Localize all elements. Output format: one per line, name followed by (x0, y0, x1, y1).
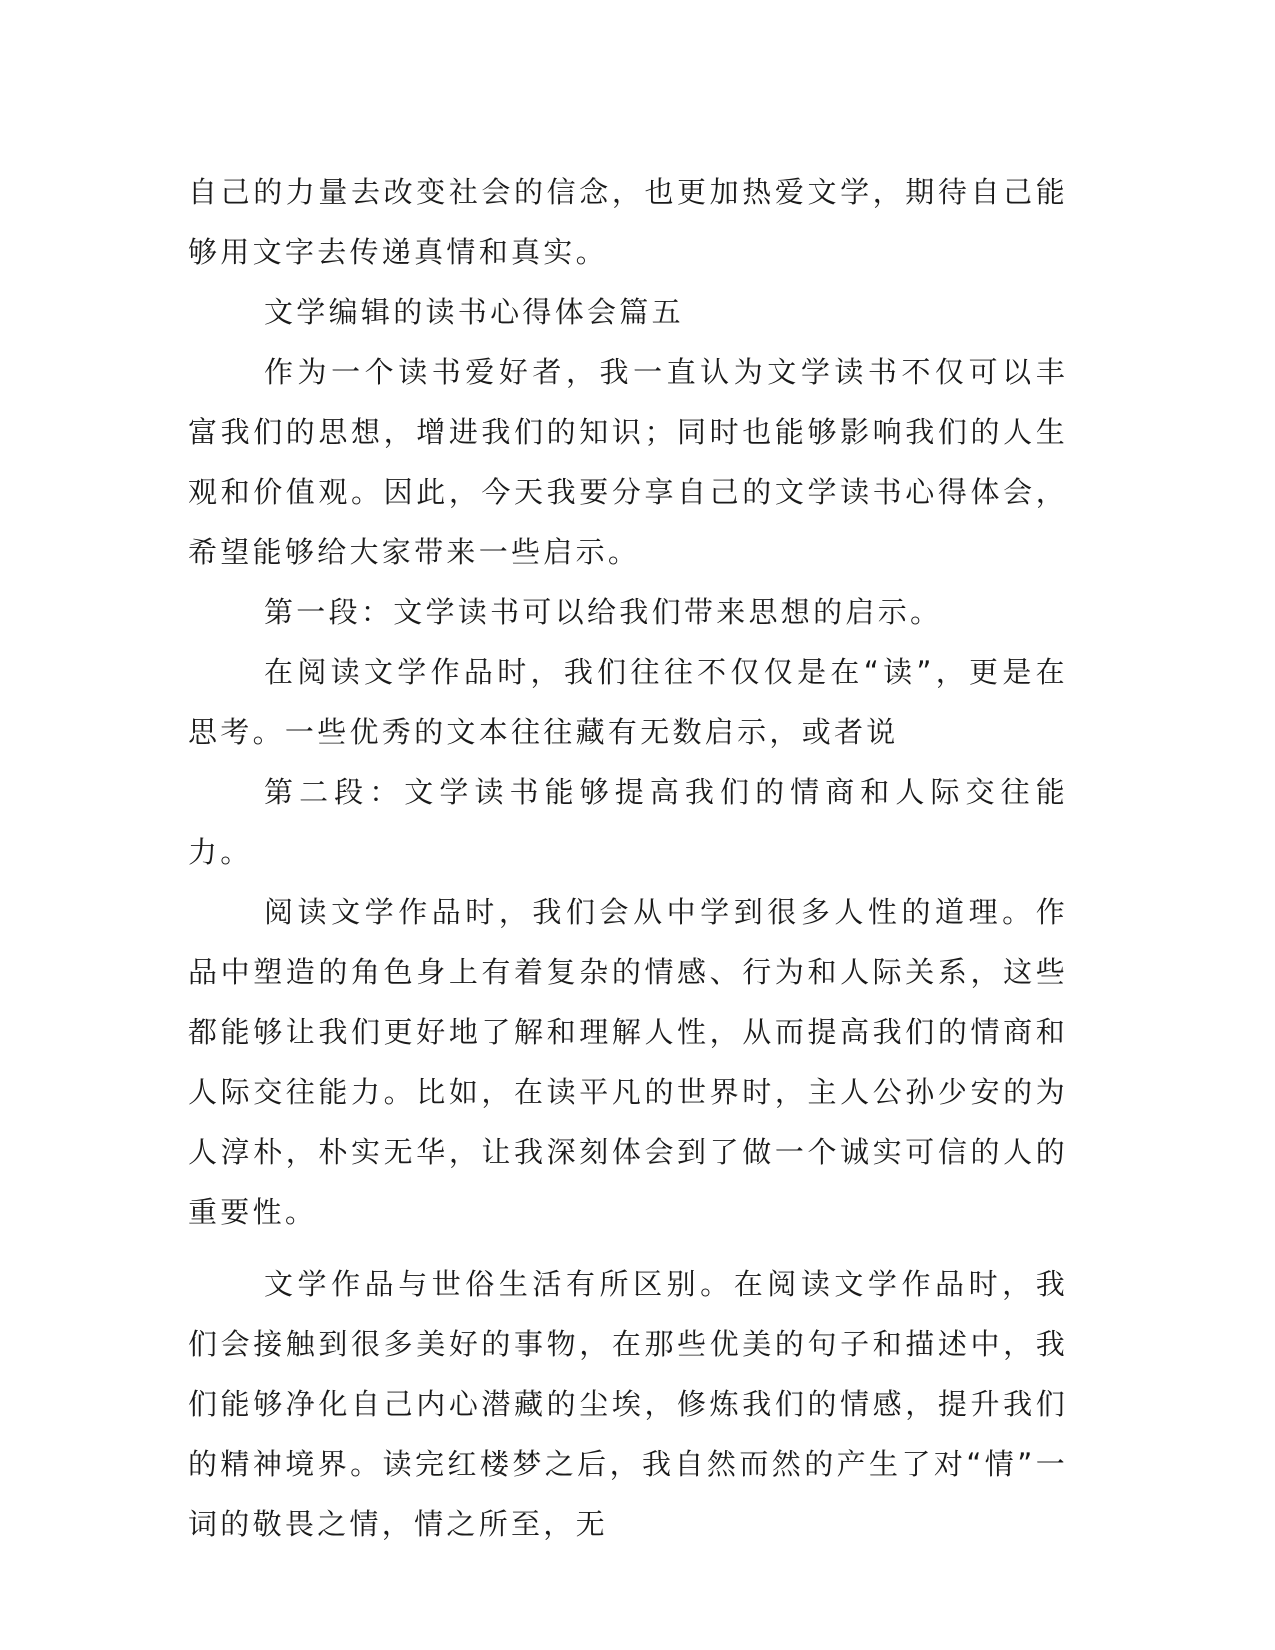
paragraph-intro: 作为一个读书爱好者，我一直认为文学读书不仅可以丰富我们的思想，增进我们的知识；同时也能够影响我们的人生观和价值观。因此，今天我要分享自己的文学读书心得体会，希望能够给大家带来一些启示。 (188, 355, 1068, 569)
paragraph-continuation: 自己的力量去改变社会的信念，也更加热爱文学，期待自己能够用文字去传递真情和真实。 (188, 175, 1068, 269)
paragraph-part-two-heading: 第二段：文学读书能够提高我们的情商和人际交往能力。 (188, 775, 1068, 869)
document-body (188, 162, 1068, 1554)
paragraph-literature-vs-life: 文学作品与世俗生活有所区别。在阅读文学作品时，我们会接触到很多美好的事物，在那些优美的句子和描述中，我们能够净化自己内心潜藏的尘埃，修炼我们的情感，提升我们的精神境界。读完红楼梦之后，我自然而然的产生了对“情”一词的敬畏之情，情之所至，无 (188, 1267, 1068, 1541)
paragraph-part-one-heading: 第一段：文学读书可以给我们带来思想的启示。 (264, 595, 943, 629)
paragraph-part-two-body: 阅读文学作品时，我们会从中学到很多人性的道理。作品中塑造的角色身上有着复杂的情感、行为和人际关系，这些都能够让我们更好地了解和理解人性，从而提高我们的情商和人际交往能力。比如，在读平凡的世界时，主人公孙少安的为人淳朴，朴实无华，让我深刻体会到了做一个诚实可信的人的重要性。 (188, 895, 1068, 1229)
paragraph-part-one-body: 在阅读文学作品时，我们往往不仅仅是在“读”，更是在思考。一些优秀的文本往往藏有无数启示，或者说 (188, 655, 1068, 749)
section-heading: 文学编辑的读书心得体会篇五 (264, 295, 684, 329)
